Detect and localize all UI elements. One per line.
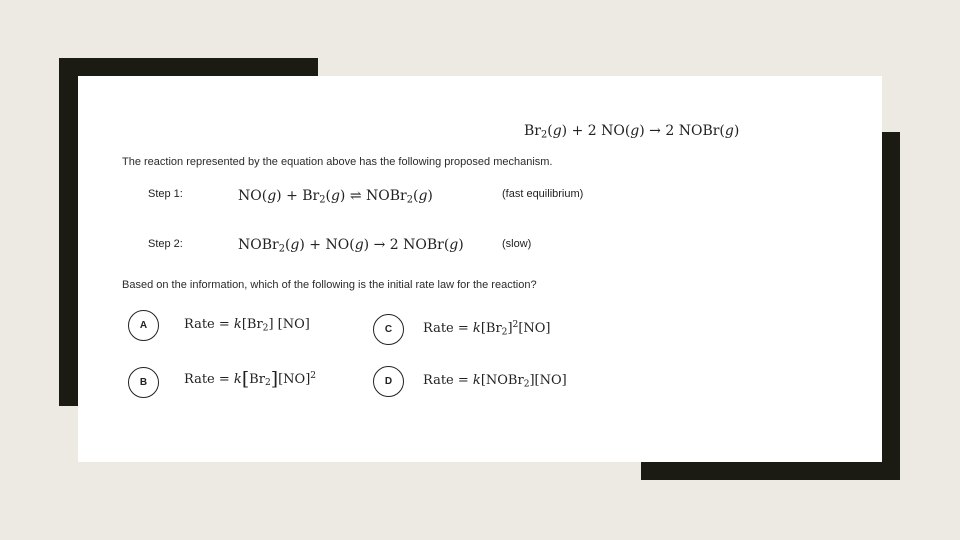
intro-text: The reaction represented by the equation above has the following proposed mechanism. [122, 156, 553, 168]
option-c[interactable] [373, 314, 613, 348]
step-1-label: Step 1: [148, 188, 183, 200]
question-text: Based on the information, which of the following is the initial rate law for the reaction? [122, 279, 537, 291]
option-d-expression: Rate = k[NOBr$_2$][NO] [423, 373, 567, 390]
step-1-note: (fast equilibrium) [502, 188, 584, 200]
option-d-letter[interactable]: D [373, 366, 404, 397]
overall-equation: $Br_2(g) + 2$ NO(g) → 2 NOBr(g) [524, 123, 740, 141]
step-2-label: Step 2: [148, 238, 183, 250]
option-a-letter[interactable]: A [128, 310, 159, 341]
step-2-equation: NOBr$_2$(g) + NO(g) → 2 NOBr(g) [238, 237, 464, 255]
option-b-letter[interactable]: B [128, 367, 159, 398]
question-card [78, 76, 882, 462]
option-c-expression: Rate = $k[Br_2]^2[NO]$ [423, 320, 551, 338]
option-d[interactable] [373, 366, 633, 400]
option-b-expression: Rate = $k[Br_2][NO]^2$ [184, 369, 317, 390]
option-a-expression: Rate = $k[Br_2]$ [NO] [184, 317, 310, 334]
option-a[interactable] [128, 310, 368, 344]
step-1-equation: $NO(g) + Br_2(g)$ ⇌ NOBr$_2$(g) [238, 188, 433, 206]
option-c-letter[interactable]: C [373, 314, 404, 345]
option-b[interactable] [128, 367, 368, 401]
step-2-note: (slow) [502, 238, 532, 250]
